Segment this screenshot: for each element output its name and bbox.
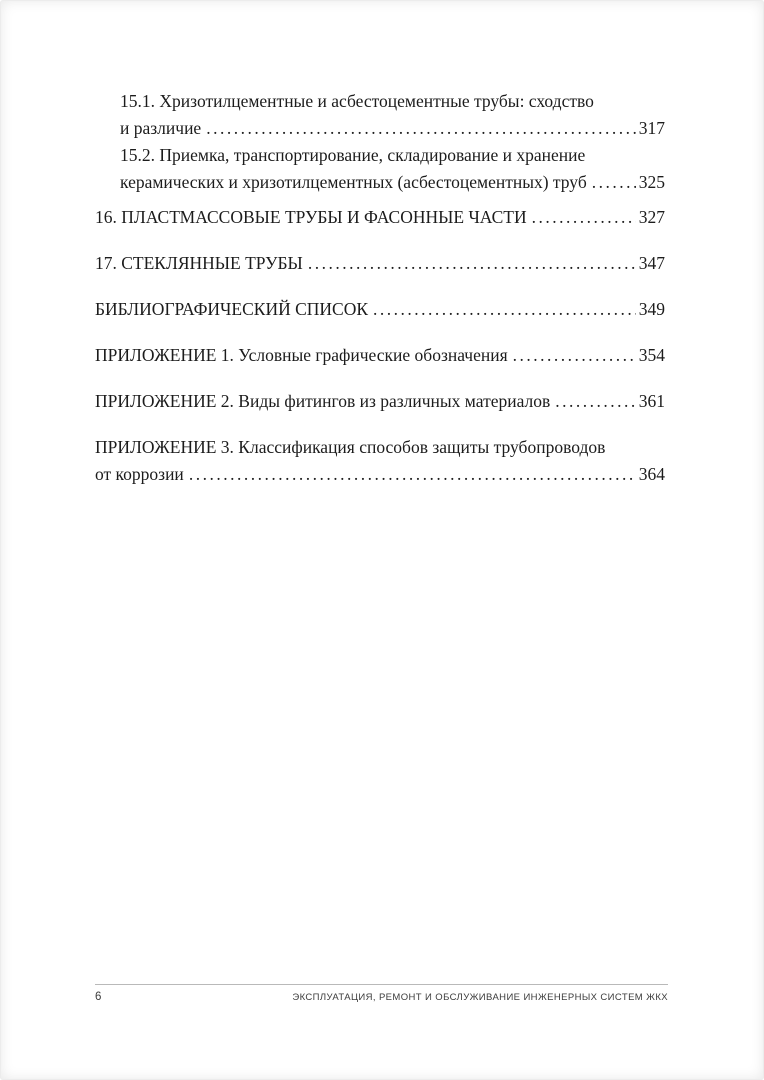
toc-entry-text: и различие xyxy=(120,118,202,138)
dot-leader xyxy=(555,388,635,415)
dot-leader xyxy=(532,204,636,231)
toc-entry-16 xyxy=(95,204,665,231)
dot-leader xyxy=(373,296,636,323)
toc-entry-appendix-1 xyxy=(95,342,665,369)
toc-entry-15-1 xyxy=(95,88,665,142)
toc-page-number: 361 xyxy=(638,391,665,411)
toc-entry-text: керамических и хризотилцементных (асбестоцементных) труб xyxy=(120,172,587,192)
page-number: 6 xyxy=(95,991,102,1003)
toc-entry-appendix-2 xyxy=(95,388,665,415)
dot-leader xyxy=(206,115,636,142)
toc-entry-text: ПРИЛОЖЕНИЕ 1. Условные графические обозначения xyxy=(95,345,508,365)
toc-page-number: 349 xyxy=(638,299,665,319)
toc-entry-text: от коррозии xyxy=(95,464,184,484)
toc-entry-appendix-3 xyxy=(95,434,665,488)
running-footer-title: ЭКСПЛУАТАЦИЯ, РЕМОНТ И ОБСЛУЖИВАНИЕ ИНЖЕНЕРНЫХ СИСТЕМ ЖКХ xyxy=(292,992,668,1003)
toc-page-number: 317 xyxy=(638,118,665,138)
page-footer xyxy=(95,984,668,1003)
toc-entry-text: БИБЛИОГРАФИЧЕСКИЙ СПИСОК xyxy=(95,299,369,319)
toc-page-number: 347 xyxy=(638,253,665,273)
toc-entry-15-2 xyxy=(95,142,665,196)
toc-page-number: 327 xyxy=(638,207,665,227)
toc-entry-bibliography xyxy=(95,296,665,323)
toc-page-number: 364 xyxy=(638,464,665,484)
toc-entry-text: 15.1. Хризотилцементные и асбестоцементные трубы: сходство xyxy=(120,91,594,111)
toc-entry-text: 16. ПЛАСТМАССОВЫЕ ТРУБЫ И ФАСОННЫЕ ЧАСТИ xyxy=(95,207,527,227)
toc-entry-text: 17. СТЕКЛЯННЫЕ ТРУБЫ xyxy=(95,253,303,273)
dot-leader xyxy=(513,342,636,369)
toc-entry-17 xyxy=(95,250,665,277)
toc-page-number: 325 xyxy=(638,172,665,192)
toc-entry-text: ПРИЛОЖЕНИЕ 2. Виды фитингов из различных материалов xyxy=(95,391,551,411)
dot-leader xyxy=(592,169,636,196)
dot-leader xyxy=(189,461,636,488)
table-of-contents xyxy=(95,88,665,488)
toc-page-number: 354 xyxy=(638,345,665,365)
dot-leader xyxy=(308,250,636,277)
toc-entry-text: ПРИЛОЖЕНИЕ 3. Классификация способов защиты трубопроводов xyxy=(95,437,606,457)
toc-entry-text: 15.2. Приемка, транспортирование, складирование и хранение xyxy=(120,145,586,165)
